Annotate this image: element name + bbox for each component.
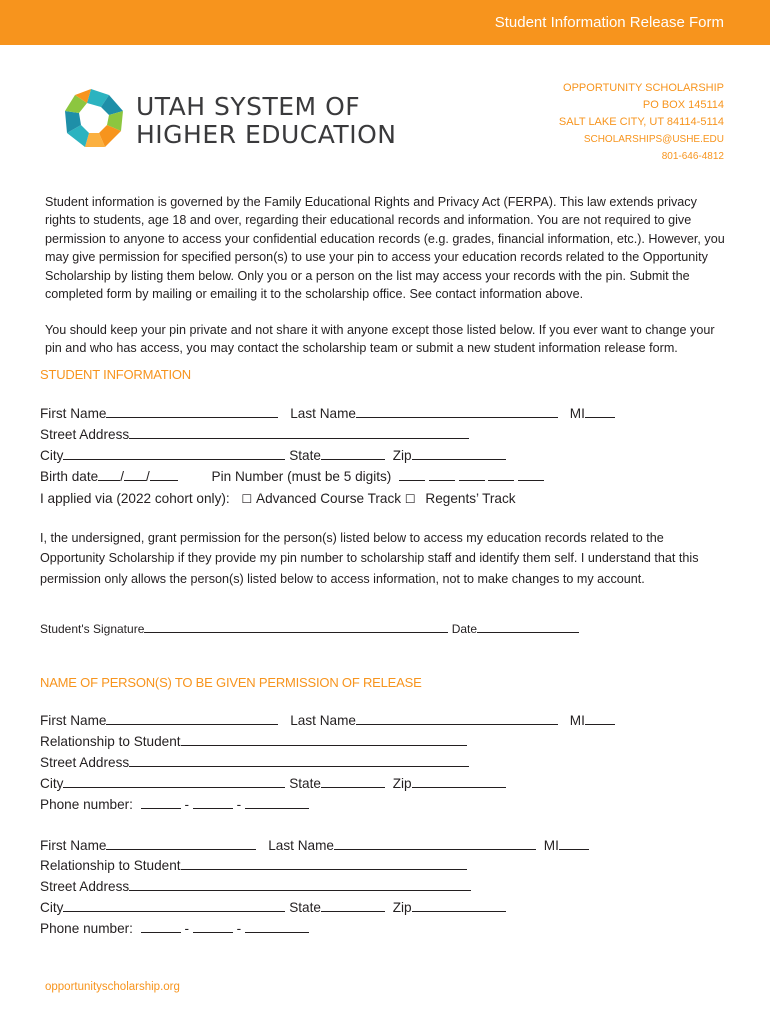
person2-zip-label: Zip <box>392 900 412 915</box>
person1-phone-label: Phone number: <box>40 797 133 812</box>
person2-relationship-field[interactable] <box>181 856 467 870</box>
person1-city-label: City <box>40 776 64 791</box>
logo-text-line1: UTAH SYSTEM OF <box>136 92 361 121</box>
person2-street-label: Street Address <box>40 879 130 894</box>
person1-state-field[interactable] <box>321 774 385 788</box>
ushe-logo-icon <box>62 86 128 152</box>
student-city-row <box>40 446 506 466</box>
person1-street-field[interactable] <box>129 753 469 767</box>
person2-street-field[interactable] <box>129 877 471 891</box>
person1-street-label: Street Address <box>40 755 130 770</box>
contact-phone: 801-646-4812 <box>661 151 724 162</box>
zip-field[interactable] <box>412 446 506 460</box>
contact-org: OPPORTUNITY SCHOLARSHIP <box>563 82 724 94</box>
first-name-label: First Name <box>40 406 107 421</box>
person2-relationship-row <box>40 856 467 876</box>
person1-last-name-field[interactable] <box>356 711 558 725</box>
intro-paragraph-1: Student information is governed by the Family Educational Rights and Privacy Act (FERPA). This law extends privacy rights to students, age 18 and over, regarding their educational records and information. You are not required to give permission to anyone to access your confidential education records (e.g. grades, financial information, etc.). However, you may give permission for specified person(s) to use your pin to access your education records related to the Opportunity Scholarship by listing them below. Only you or a person on the list may access your records with the pin. Submit the completed form by mailing or emailing it to the scholarship office. See contact information above. <box>45 195 725 302</box>
person1-zip-label: Zip <box>392 776 412 791</box>
person2-phone-line-field[interactable] <box>245 919 309 933</box>
person1-first-name-field[interactable] <box>106 711 278 725</box>
person2-first-name-label: First Name <box>40 838 107 853</box>
person2-relationship-label: Relationship to Student <box>40 858 181 873</box>
contact-block <box>559 80 724 165</box>
pin-digit-1[interactable] <box>399 467 425 481</box>
student-birth-row: Birth date / / Pin Number (must be 5 digits) <box>40 467 544 487</box>
release-section-title: NAME OF PERSON(S) TO BE GIVEN PERMISSION OF RELEASE <box>40 675 422 690</box>
person1-phone-row: Phone number: - - <box>40 795 309 815</box>
birth-year-field[interactable] <box>150 467 178 481</box>
last-name-label: Last Name <box>290 406 356 421</box>
contact-email[interactable]: SCHOLARSHIPS@USHE.EDU <box>583 134 724 145</box>
street-label: Street Address <box>40 427 130 442</box>
person1-last-name-label: Last Name <box>290 713 356 728</box>
person2-state-label: State <box>289 900 321 915</box>
contact-city: SALT LAKE CITY, UT 84114-5114 <box>558 116 724 128</box>
person2-city-field[interactable] <box>63 898 285 912</box>
website-link[interactable]: opportunityscholarship.org <box>45 981 180 993</box>
student-name-row <box>40 404 615 424</box>
applied-via-label: I applied via (2022 cohort only): <box>40 491 230 506</box>
person2-state-field[interactable] <box>321 898 385 912</box>
regents-track-checkbox[interactable]: ☐ <box>404 492 416 506</box>
header-banner <box>0 0 770 45</box>
grant-paragraph: I, the undersigned, grant permission for the person(s) listed below to access my education records related to the Opportunity Scholarship if they provide my pin number to scholarship staff and identify them self. I understand that this permission only allows the person(s) listed below to access information, not to make changes to my account. <box>40 531 699 586</box>
person1-city-field[interactable] <box>63 774 285 788</box>
advanced-course-label: Advanced Course Track <box>256 491 402 506</box>
ushe-logo <box>62 86 402 158</box>
person1-relationship-field[interactable] <box>181 732 467 746</box>
birth-day-field[interactable] <box>124 467 146 481</box>
pin-digit-3[interactable] <box>459 467 485 481</box>
signature-date-label: Date <box>451 622 478 636</box>
signature-row <box>40 621 579 636</box>
first-name-field[interactable] <box>106 404 278 418</box>
person2-first-name-field[interactable] <box>106 836 256 850</box>
person1-relationship-label: Relationship to Student <box>40 734 181 749</box>
person2-phone-label: Phone number: <box>40 921 133 936</box>
regents-track-label: Regents’ Track <box>425 491 516 506</box>
state-field[interactable] <box>321 446 385 460</box>
person1-name-row <box>40 711 615 731</box>
signature-label: Student's Signature <box>40 622 145 636</box>
person2-phone-row: Phone number: - - <box>40 919 309 939</box>
form-title: Student Information Release Form <box>494 14 724 31</box>
person2-phone-prefix-field[interactable] <box>193 919 233 933</box>
person1-phone-area-field[interactable] <box>141 795 181 809</box>
street-field[interactable] <box>129 425 469 439</box>
mi-field[interactable] <box>585 404 615 418</box>
intro-paragraph-2: You should keep your pin private and not share it with anyone except those listed below. If you ever want to change your pin and who has access, you may contact the scholarship team or submit a new student information release form. <box>45 323 715 356</box>
person2-city-label: City <box>40 900 64 915</box>
state-label: State <box>289 448 321 463</box>
last-name-field[interactable] <box>356 404 558 418</box>
person1-first-name-label: First Name <box>40 713 107 728</box>
zip-label: Zip <box>392 448 412 463</box>
signature-field[interactable] <box>144 621 448 633</box>
person2-phone-area-field[interactable] <box>141 919 181 933</box>
contact-po-box: PO BOX 145114 <box>642 99 724 111</box>
person2-mi-field[interactable] <box>559 836 589 850</box>
person2-mi-label: MI <box>543 838 559 853</box>
birth-month-field[interactable] <box>98 467 120 481</box>
person2-zip-field[interactable] <box>412 898 506 912</box>
person2-street-row <box>40 877 471 897</box>
person1-relationship-row <box>40 732 467 752</box>
student-street-row <box>40 425 469 445</box>
person1-phone-prefix-field[interactable] <box>193 795 233 809</box>
person1-city-row <box>40 774 506 794</box>
person1-mi-field[interactable] <box>585 711 615 725</box>
person2-city-row <box>40 898 506 918</box>
pin-label: Pin Number (must be 5 digits) <box>211 469 392 484</box>
person2-last-name-field[interactable] <box>334 836 536 850</box>
pin-digit-2[interactable] <box>429 467 455 481</box>
birth-date-label: Birth date <box>40 469 99 484</box>
person1-state-label: State <box>289 776 321 791</box>
pin-digit-4[interactable] <box>488 467 514 481</box>
person1-mi-label: MI <box>569 713 585 728</box>
pin-digit-5[interactable] <box>518 467 544 481</box>
advanced-course-checkbox[interactable]: ☐ <box>241 492 253 506</box>
person1-phone-line-field[interactable] <box>245 795 309 809</box>
logo-text-line2: HIGHER EDUCATION <box>136 120 397 149</box>
city-field[interactable] <box>63 446 285 460</box>
signature-date-field[interactable] <box>477 621 579 633</box>
person1-zip-field[interactable] <box>412 774 506 788</box>
person2-last-name-label: Last Name <box>268 838 334 853</box>
mi-label: MI <box>569 406 585 421</box>
person1-street-row <box>40 753 469 773</box>
city-label: City <box>40 448 64 463</box>
person2-name-row <box>40 836 589 856</box>
student-applied-row <box>40 489 516 509</box>
student-section-title: STUDENT INFORMATION <box>40 367 191 382</box>
